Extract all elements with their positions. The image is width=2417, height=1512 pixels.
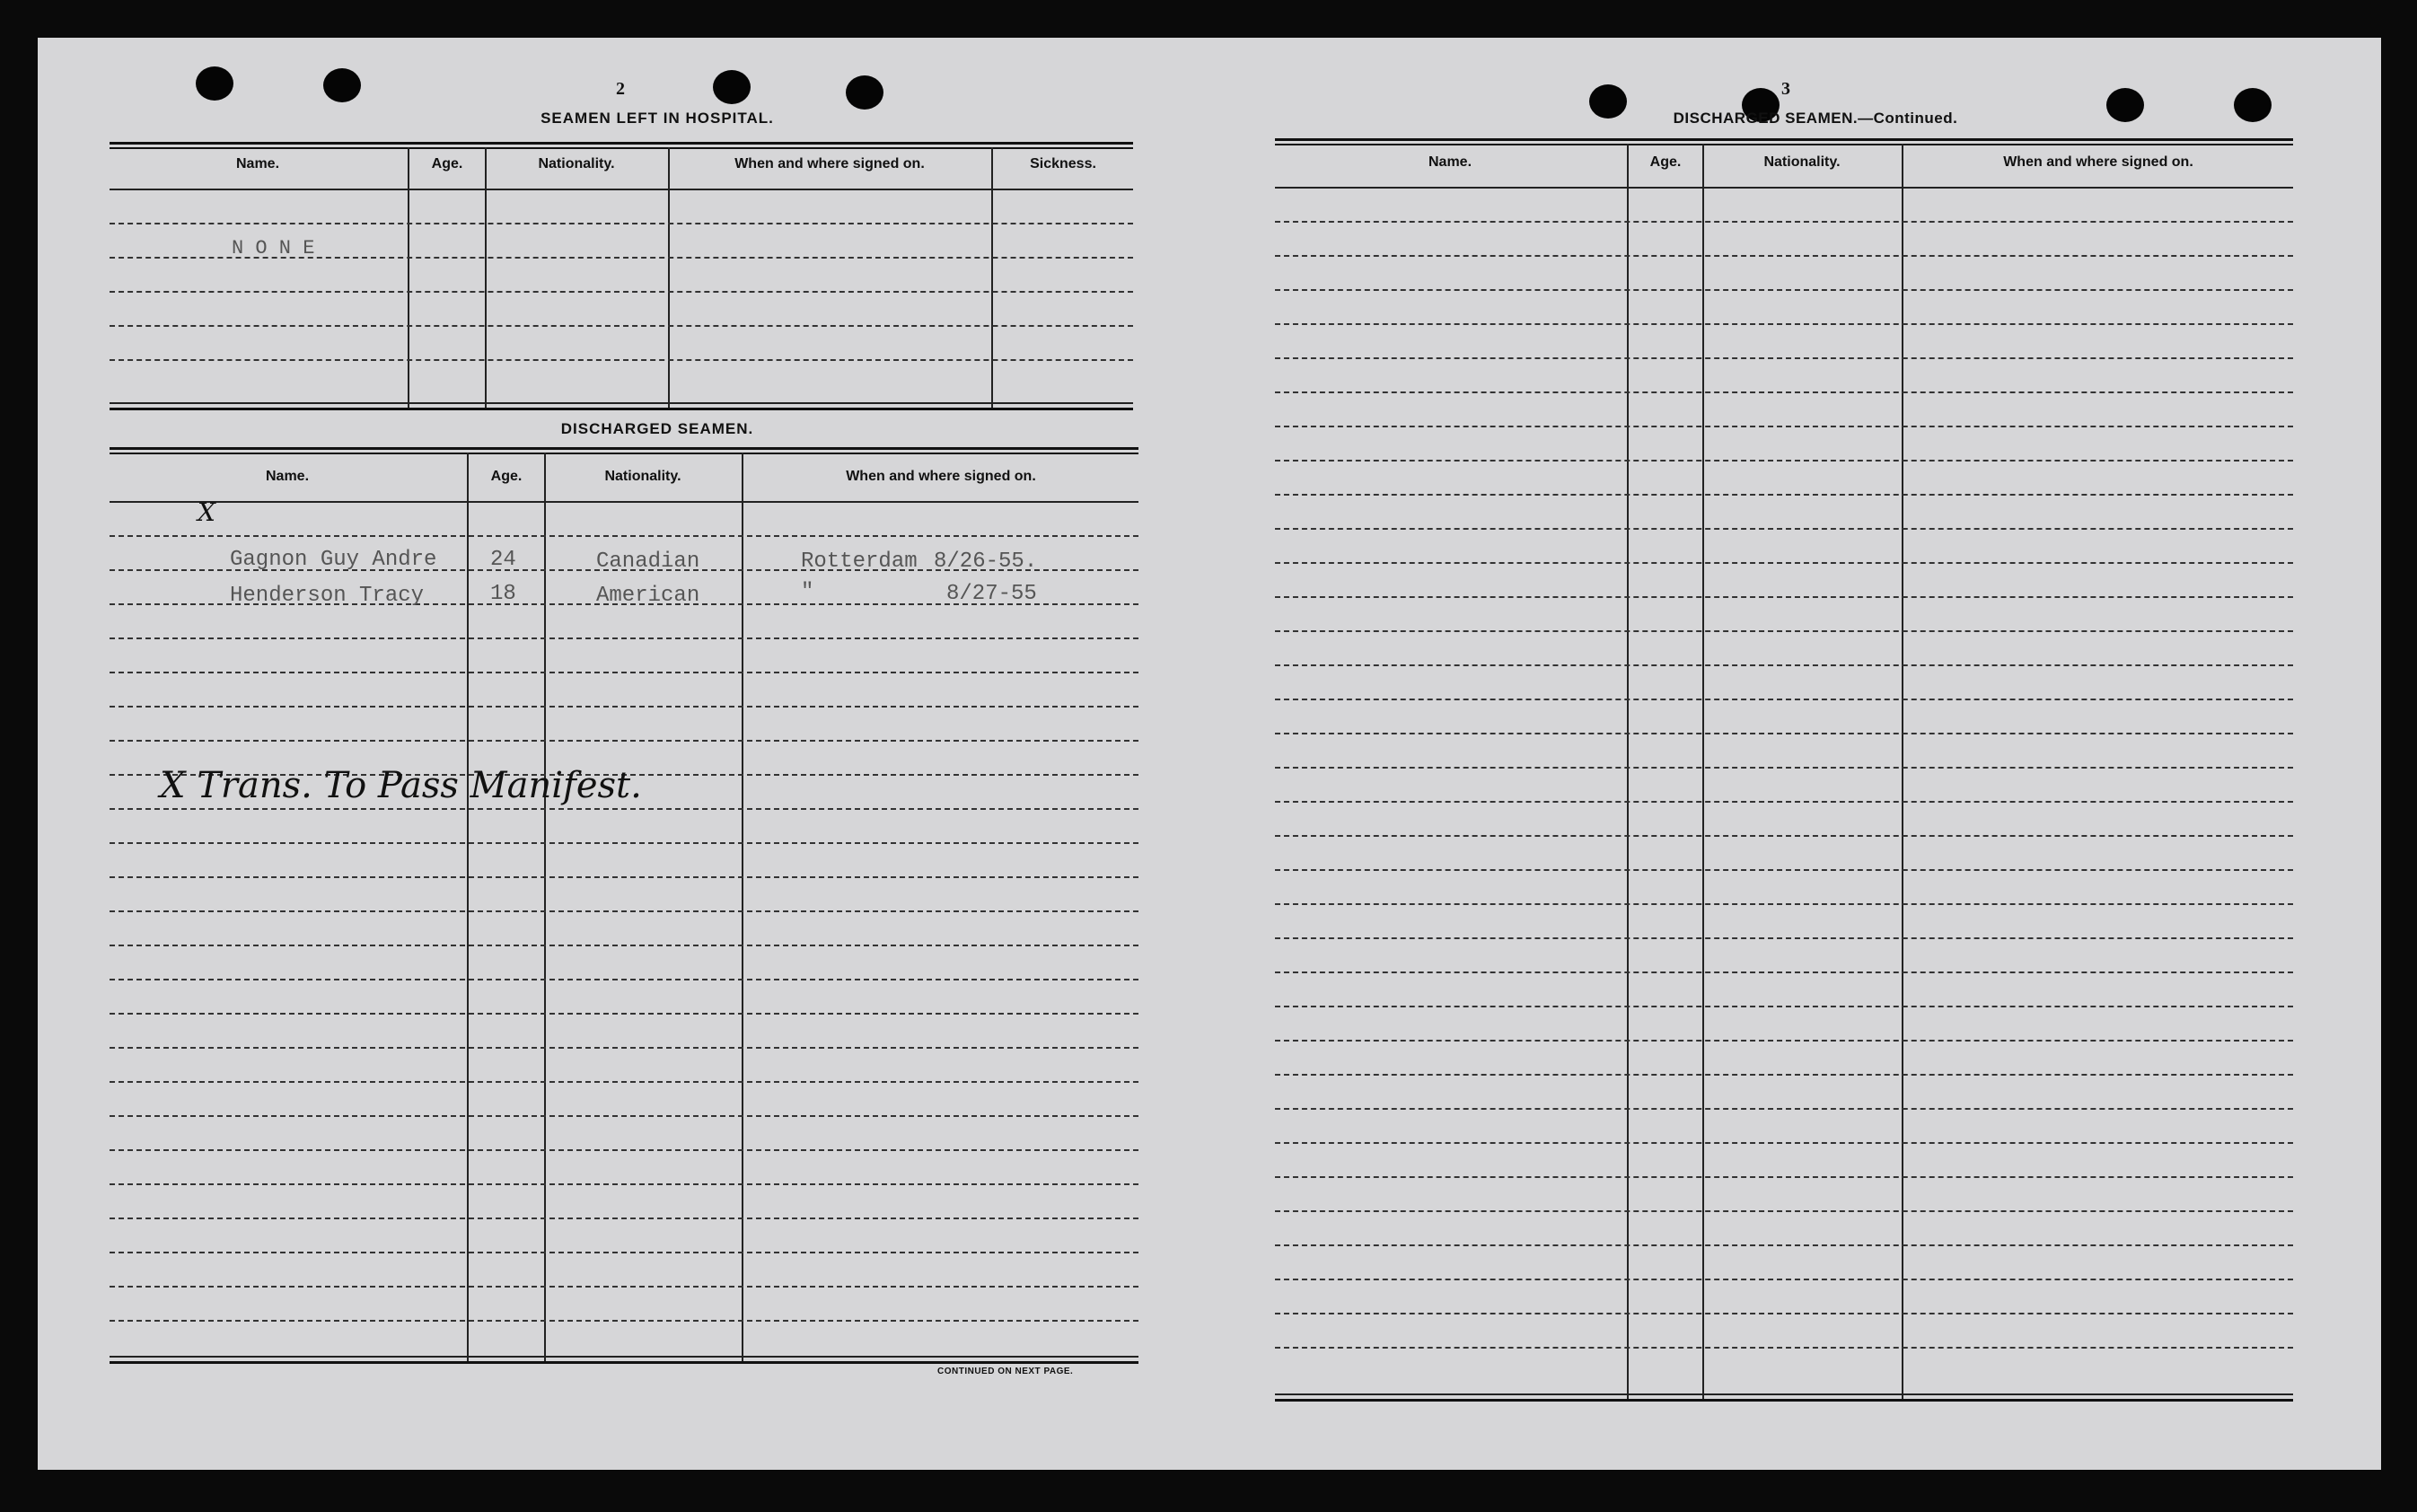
col-header-nationality: Nationality. bbox=[1763, 154, 1841, 170]
col-header-signed-on: When and where signed on. bbox=[2003, 154, 2193, 170]
seaman-name: Henderson Tracy bbox=[230, 584, 425, 608]
punch-hole bbox=[846, 75, 883, 110]
punch-hole bbox=[2234, 88, 2272, 122]
punch-hole bbox=[713, 70, 751, 104]
handwritten-note: X Trans. To Pass Manifest. bbox=[160, 765, 642, 806]
col-header-age: Age. bbox=[490, 469, 523, 484]
punch-hole bbox=[196, 66, 233, 101]
discharged-section-title: DISCHARGED SEAMEN. bbox=[560, 420, 754, 437]
continued-footer: CONTINUED ON NEXT PAGE. bbox=[937, 1367, 1074, 1376]
seaman-signed-place: " bbox=[801, 580, 814, 604]
col-header-name: Name. bbox=[265, 469, 310, 484]
col-header-nationality: Nationality. bbox=[538, 156, 615, 171]
col-header-age: Age. bbox=[1649, 154, 1682, 170]
col-header-name: Name. bbox=[235, 156, 280, 171]
seaman-signed-date: 8/26-55. bbox=[934, 549, 1038, 574]
seaman-age: 18 bbox=[490, 582, 516, 606]
hospital-section-title: SEAMEN LEFT IN HOSPITAL. bbox=[541, 110, 774, 127]
seaman-signed-date: 8/27-55 bbox=[946, 582, 1037, 606]
discharged-table bbox=[110, 447, 1138, 1408]
discharged-continued-title: DISCHARGED SEAMEN.—Continued. bbox=[1673, 110, 1958, 127]
punch-hole bbox=[2106, 88, 2144, 122]
discharged-continued-table bbox=[1275, 138, 2293, 1404]
col-header-age: Age. bbox=[431, 156, 463, 171]
seaman-age: 24 bbox=[490, 548, 516, 572]
page-number-left: 2 bbox=[616, 79, 625, 99]
row-mark: X bbox=[198, 497, 215, 527]
col-header-sickness: Sickness. bbox=[1030, 156, 1096, 171]
col-header-name: Name. bbox=[1428, 154, 1472, 170]
hospital-table bbox=[110, 142, 1133, 447]
col-header-signed-on: When and where signed on. bbox=[846, 469, 1036, 484]
seaman-name: Gagnon Guy Andre bbox=[230, 548, 437, 572]
seaman-signed-place: Rotterdam bbox=[801, 549, 918, 574]
manifest-sheet bbox=[38, 38, 2381, 1470]
punch-hole bbox=[323, 68, 361, 102]
hospital-entry-none: N O N E bbox=[232, 237, 315, 259]
col-header-signed-on: When and where signed on. bbox=[734, 156, 925, 171]
seaman-nationality: Canadian bbox=[596, 549, 700, 574]
page-number-right: 3 bbox=[1781, 79, 1790, 99]
seaman-nationality: American bbox=[596, 584, 700, 608]
col-header-nationality: Nationality. bbox=[604, 469, 681, 484]
